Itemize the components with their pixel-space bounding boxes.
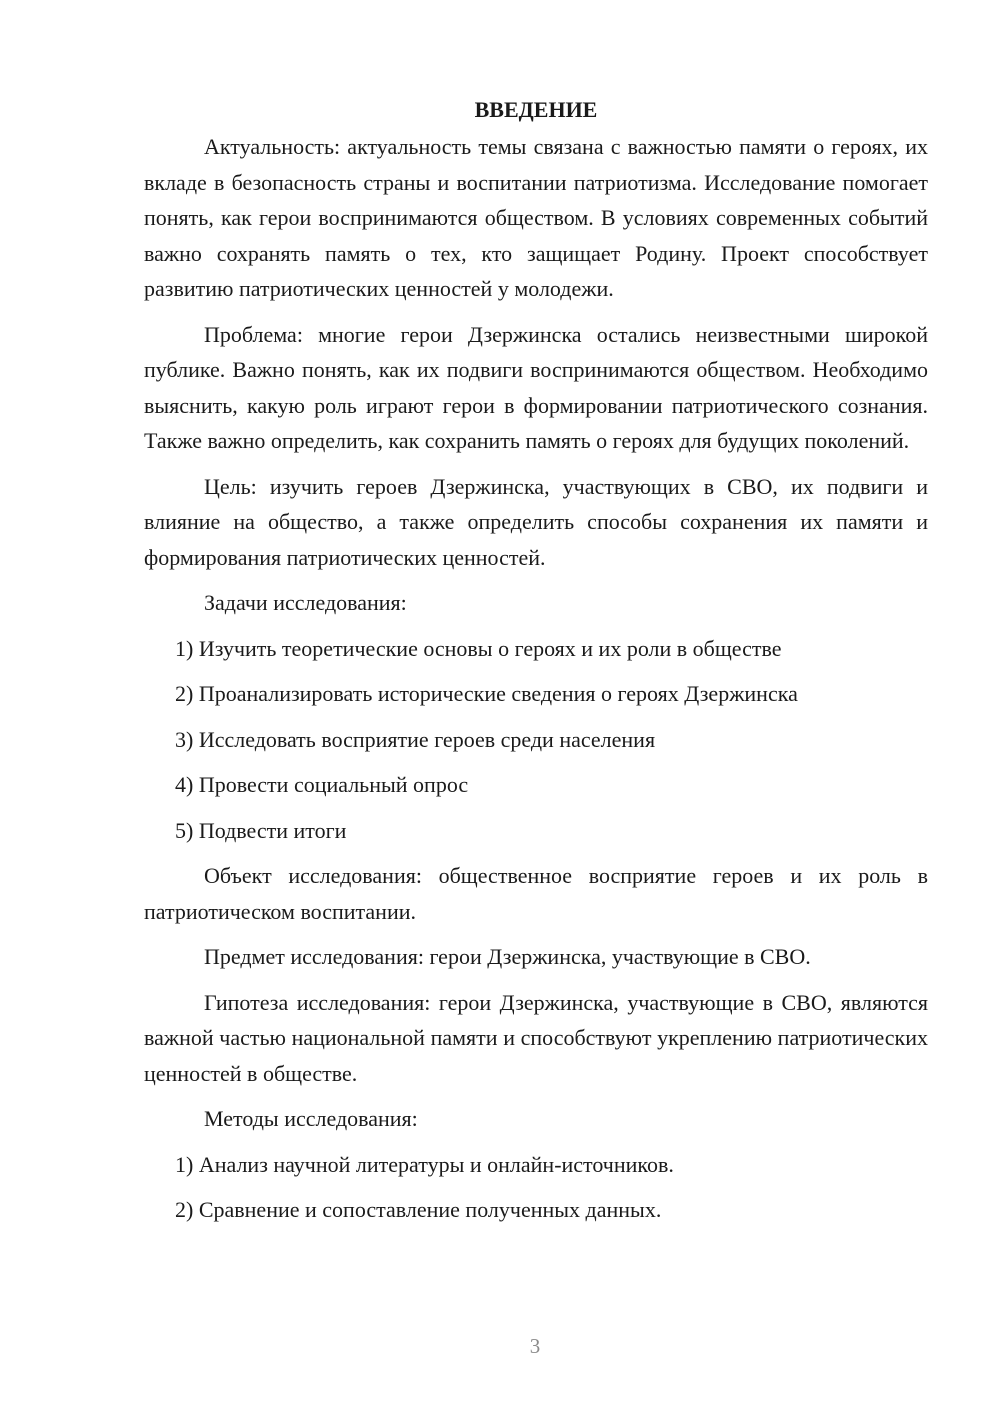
- list-item: 4) Провести социальный опрос: [175, 772, 469, 797]
- list-item: 2) Проанализировать исторические сведения о героях Дзержинска: [175, 681, 798, 706]
- relevance-paragraph: Актуальность: актуальность темы связана с важностью памяти о героях, их вкладе в безопасность страны и воспитании патриотизма. Исследование помогает понять, как герои воспринимаются обществом. В условиях современных событий важно сохранять память о тех, кто защищает Родину. Проект способствует развитию патриотических ценностей у молодежи.: [144, 134, 928, 301]
- list-item: 3) Исследовать восприятие героев среди населения: [175, 726, 656, 752]
- section-title: ВВЕДЕНИЕ: [474, 97, 598, 122]
- methods-list: [144, 1147, 928, 1228]
- hypothesis-paragraph: Гипотеза исследования: герои Дзержинска, участвующие в СВО, являются важной частью национальной памяти и способствуют укреплению патриотических ценностей в обществе.: [144, 989, 928, 1086]
- methods-heading: Методы исследования:: [204, 1106, 418, 1131]
- object-paragraph: Объект исследования: общественное восприятие героев и их роль в патриотическом воспитании.: [144, 863, 928, 924]
- problem-paragraph: Проблема: многие герои Дзержинска остались неизвестными широкой публике. Важно понять, как их подвиги воспринимаются обществом. Необходимо выяснить, какую роль играют герои в формировании патриотического сознания. Также важно определить, как сохранить память о героях для будущих поколений.: [144, 321, 928, 453]
- goal-paragraph: Цель: изучить героев Дзержинска, участвующих в СВО, их подвиги и влияние на общество, а также определить способы сохранения их памяти и формирования патриотических ценностей.: [144, 473, 928, 570]
- subject-paragraph: Предмет исследования: герои Дзержинска, участвующие в СВО.: [204, 944, 811, 969]
- page-content: [144, 92, 928, 1238]
- list-item: 1) Анализ научной литературы и онлайн-источников.: [175, 1151, 674, 1177]
- tasks-list: [144, 631, 928, 849]
- list-item: 2) Сравнение и сопоставление полученных данных.: [175, 1197, 662, 1222]
- list-item: 1) Изучить теоретические основы о героях и их роли в обществе: [175, 635, 782, 661]
- list-item: 5) Подвести итоги: [175, 817, 347, 843]
- page-number: 3: [529, 1334, 541, 1358]
- tasks-heading: Задачи исследования:: [204, 590, 407, 615]
